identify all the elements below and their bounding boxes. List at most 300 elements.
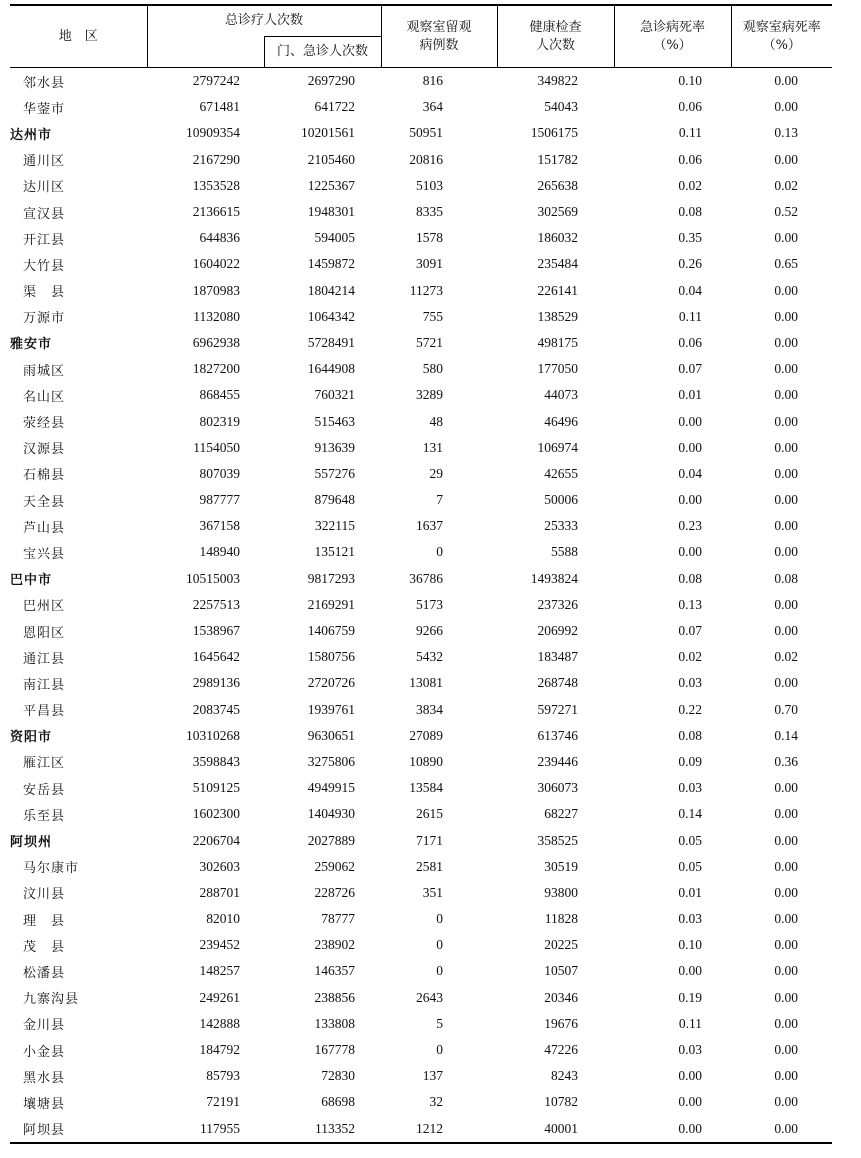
observation-death-rate-cell: 0.00: [774, 623, 799, 639]
emergency-death-rate-cell: 0.02: [678, 177, 703, 193]
observation-death-rate-cell: 0.00: [774, 884, 799, 900]
total-visits-cell: 142888: [199, 1015, 240, 1031]
total-visits-cell: 6962938: [192, 334, 240, 350]
emergency-death-rate-cell: 0.10: [678, 937, 703, 953]
observation-death-rate-cell: 0.00: [774, 518, 799, 534]
emergency-death-rate-cell: 0.03: [678, 1042, 703, 1058]
health-check-cell: 5588: [551, 544, 579, 560]
observation-cases-cell: 29: [429, 465, 444, 481]
region-cell: 阿坝县: [10, 1116, 147, 1143]
outpatient-visits-cell: 4949915: [307, 780, 356, 796]
observation-death-rate-cell: 0.00: [774, 832, 799, 848]
region-cell: 宣汉县: [23, 206, 66, 222]
table-row: [10, 513, 832, 539]
observation-cases-cell: 137: [422, 1068, 444, 1084]
observation-cases-cell: 5721: [416, 334, 444, 350]
emergency-death-rate-cell: 0.08: [678, 570, 703, 586]
total-visits-cell: 239452: [199, 937, 240, 953]
region-cell: 雁江区: [23, 756, 66, 772]
outpatient-visits-cell: 5728491: [307, 334, 356, 350]
table-row: [10, 906, 832, 932]
emergency-death-rate-cell: 0.35: [678, 230, 703, 246]
observation-death-rate-cell: 0.00: [774, 334, 799, 350]
outpatient-visits-cell: 322115: [315, 518, 356, 534]
observation-death-rate-cell: 0.65: [774, 256, 799, 272]
table-row: [10, 618, 832, 644]
region-cell: 渠 县: [23, 285, 66, 301]
table-row: [10, 304, 832, 330]
observation-death-rate-cell: 0.52: [774, 204, 799, 220]
region-cell: 恩阳区: [23, 625, 66, 641]
health-check-cell: 151782: [537, 151, 579, 167]
outpatient-visits-cell: 1939761: [307, 701, 356, 717]
header-emergency-death-rate: [614, 5, 731, 68]
total-visits-cell: 2167290: [192, 151, 240, 167]
region-cell: 大竹县: [23, 258, 66, 274]
table-row: [10, 749, 832, 775]
outpatient-visits-cell: 641722: [314, 99, 356, 115]
outpatient-visits-cell: 2105460: [307, 151, 356, 167]
observation-death-rate-cell: 0.00: [774, 465, 799, 481]
observation-death-rate-cell: 0.00: [774, 1094, 799, 1110]
observation-death-rate-cell: 0.00: [774, 151, 799, 167]
observation-death-rate-cell: 0.36: [774, 753, 799, 769]
total-visits-cell: 2257513: [192, 596, 240, 612]
outpatient-visits-cell: 9817293: [307, 570, 356, 586]
observation-cases-cell: 8335: [416, 204, 444, 220]
emergency-death-rate-cell: 0.11: [678, 1015, 703, 1031]
health-check-cell: 358525: [537, 832, 579, 848]
observation-death-rate-cell: 0.00: [774, 780, 799, 796]
emergency-death-rate-cell: 0.03: [678, 911, 703, 927]
table-body: [10, 68, 832, 1143]
region-cell: 汉源县: [23, 442, 66, 458]
region-cell: 巴中市: [10, 573, 53, 589]
region-cell: 汶川县: [23, 887, 66, 903]
emergency-death-rate-cell: 0.08: [678, 727, 703, 743]
total-visits-cell: 671481: [199, 99, 240, 115]
region-cell: 茂 县: [23, 939, 66, 955]
total-visits-cell: 987777: [199, 492, 240, 508]
observation-death-rate-cell: 0.00: [774, 413, 799, 429]
observation-cases-cell: 13584: [409, 780, 444, 796]
health-check-cell: 1506175: [530, 125, 579, 141]
total-visits-cell: 1538967: [192, 623, 240, 639]
health-check-cell: 10507: [544, 963, 579, 979]
observation-death-rate-cell: 0.00: [774, 230, 799, 246]
header-observation-line1: 观察室留观: [406, 19, 472, 35]
region-cell: 通川区: [23, 154, 66, 170]
region-cell: 万源市: [23, 311, 66, 327]
total-visits-cell: 367158: [199, 518, 240, 534]
table-row: [10, 408, 832, 434]
observation-cases-cell: 0: [436, 911, 444, 927]
health-check-cell: 106974: [537, 439, 579, 455]
observation-cases-cell: 131: [422, 439, 444, 455]
health-check-cell: 19676: [544, 1015, 579, 1031]
total-visits-cell: 2206704: [192, 832, 240, 848]
region-cell: 石棉县: [23, 468, 66, 484]
table-row: [10, 461, 832, 487]
health-check-cell: 8243: [551, 1068, 579, 1084]
outpatient-visits-cell: 2027889: [307, 832, 356, 848]
emergency-death-rate-cell: 0.19: [678, 989, 703, 1005]
observation-death-rate-cell: 0.00: [774, 282, 799, 298]
outpatient-visits-cell: 135121: [314, 544, 356, 560]
table-row: [10, 68, 832, 95]
health-check-cell: 50006: [544, 492, 579, 508]
observation-death-rate-cell: 0.02: [774, 177, 799, 193]
table-row-city: [10, 723, 832, 749]
health-check-cell: 349822: [537, 73, 579, 89]
observation-death-rate-cell: 0.00: [774, 806, 799, 822]
table-row: [10, 1037, 832, 1063]
outpatient-visits-cell: 68698: [321, 1094, 356, 1110]
total-visits-cell: 10909354: [186, 125, 240, 141]
table-row: [10, 592, 832, 618]
emergency-death-rate-cell: 0.23: [678, 518, 703, 534]
outpatient-visits-cell: 1459872: [307, 256, 356, 272]
header-observation-death-line1: 观察室病死率: [742, 19, 821, 35]
health-check-cell: 93800: [544, 884, 579, 900]
region-cell: 理 县: [23, 913, 66, 929]
emergency-death-rate-cell: 0.00: [678, 544, 703, 560]
table-row: [10, 435, 832, 461]
health-check-cell: 235484: [537, 256, 579, 272]
total-visits-cell: 2083745: [192, 701, 240, 717]
total-visits-cell: 72191: [206, 1094, 240, 1110]
observation-cases-cell: 27089: [409, 727, 444, 743]
header-health-check-line1: 健康检查: [529, 19, 582, 35]
outpatient-visits-cell: 913639: [314, 439, 356, 455]
health-check-cell: 268748: [537, 675, 579, 691]
region-cell: 松潘县: [23, 965, 66, 981]
header-emergency-death-line1: 急诊病死率: [640, 19, 706, 35]
observation-cases-cell: 1637: [416, 518, 444, 534]
outpatient-visits-cell: 760321: [314, 387, 356, 403]
header-health-check: [497, 5, 614, 68]
outpatient-visits-cell: 1404930: [307, 806, 356, 822]
health-check-cell: 20225: [544, 937, 579, 953]
region-cell: 平昌县: [23, 704, 66, 720]
health-check-cell: 44073: [544, 387, 579, 403]
observation-cases-cell: 5: [436, 1015, 444, 1031]
health-check-cell: 613746: [537, 727, 579, 743]
table-row: [10, 225, 832, 251]
outpatient-visits-cell: 1644908: [307, 361, 356, 377]
header-outpatient-emergency: 门、急诊人次数: [264, 37, 381, 68]
observation-death-rate-cell: 0.00: [774, 596, 799, 612]
total-visits-cell: 644836: [199, 230, 240, 246]
emergency-death-rate-cell: 0.13: [678, 596, 703, 612]
observation-cases-cell: 0: [436, 544, 444, 560]
emergency-death-rate-cell: 0.05: [678, 858, 703, 874]
region-cell: 邻水县: [23, 75, 66, 91]
observation-death-rate-cell: 0.00: [731, 1116, 832, 1143]
observation-cases-cell: 7171: [416, 832, 444, 848]
observation-death-rate-cell: 0.02: [774, 649, 799, 665]
header-health-check-line2: 人次数: [536, 37, 576, 53]
observation-death-rate-cell: 0.00: [774, 73, 799, 89]
observation-cases-cell: 0: [436, 963, 444, 979]
total-visits-cell: 2797242: [192, 73, 240, 89]
total-visits-cell: 302603: [199, 858, 240, 874]
outpatient-visits-cell: 9630651: [307, 727, 356, 743]
total-visits-cell: 288701: [199, 884, 240, 900]
total-visits-cell: 1132080: [193, 308, 240, 324]
region-cell: 达川区: [23, 180, 66, 196]
table-row: [10, 880, 832, 906]
observation-cases-cell: 0: [436, 937, 444, 953]
table-row: [10, 1063, 832, 1089]
table-row: [10, 958, 832, 984]
region-cell: 开江县: [23, 232, 66, 248]
observation-death-rate-cell: 0.00: [774, 1015, 799, 1031]
observation-cases-cell: 5432: [416, 649, 444, 665]
total-visits-cell: 1154050: [193, 439, 240, 455]
emergency-death-rate-cell: 0.01: [678, 884, 703, 900]
emergency-death-rate-cell: 0.00: [678, 413, 703, 429]
table-row: [10, 94, 832, 120]
observation-cases-cell: 11273: [409, 282, 444, 298]
table-row: [10, 985, 832, 1011]
observation-death-rate-cell: 0.13: [774, 125, 799, 141]
health-check-cell: 183487: [537, 649, 579, 665]
table-row: [10, 487, 832, 513]
observation-cases-cell: 3834: [416, 701, 444, 717]
total-visits-cell: 1645642: [192, 649, 240, 665]
emergency-death-rate-cell: 0.06: [678, 151, 703, 167]
health-check-cell: 177050: [537, 361, 579, 377]
region-cell: 马尔康市: [23, 861, 80, 877]
observation-death-rate-cell: 0.00: [774, 963, 799, 979]
table-row-city: [10, 330, 832, 356]
observation-cases-cell: 1578: [416, 230, 444, 246]
header-total-visits-spacer: [147, 37, 264, 68]
health-check-cell: 42655: [544, 465, 579, 481]
emergency-death-rate-cell: 0.00: [678, 439, 703, 455]
emergency-death-rate-cell: 0.00: [678, 1068, 703, 1084]
observation-cases-cell: 9266: [416, 623, 444, 639]
health-check-cell: 46496: [544, 413, 579, 429]
outpatient-visits-cell: 146357: [314, 963, 356, 979]
header-observation-line2: 病例数: [419, 37, 459, 53]
health-check-cell: 265638: [537, 177, 579, 193]
header-total-visits: 总诊疗人次数: [147, 5, 381, 37]
outpatient-visits-cell: 72830: [321, 1068, 356, 1084]
outpatient-visits-cell: 2697290: [307, 73, 356, 89]
region-cell: 乐至县: [23, 808, 66, 824]
observation-death-rate-cell: 0.00: [774, 937, 799, 953]
region-cell: 黑水县: [23, 1070, 66, 1086]
region-cell: 小金县: [23, 1044, 66, 1060]
emergency-death-rate-cell: 0.04: [678, 465, 703, 481]
emergency-death-rate-cell: 0.00: [678, 1094, 703, 1110]
health-check-cell: 239446: [537, 753, 579, 769]
observation-death-rate-cell: 0.00: [774, 439, 799, 455]
total-visits-cell: 249261: [199, 989, 240, 1005]
region-cell: 华蓥市: [23, 101, 66, 117]
observation-death-rate-cell: 0.08: [774, 570, 799, 586]
health-check-cell: 10782: [544, 1094, 579, 1110]
table-row: [10, 1011, 832, 1037]
outpatient-visits-cell: 515463: [314, 413, 356, 429]
observation-death-rate-cell: 0.00: [774, 989, 799, 1005]
header-emergency-death-line2: （%）: [653, 37, 692, 53]
observation-cases-cell: 364: [422, 99, 444, 115]
outpatient-visits-cell: 113352: [264, 1116, 381, 1143]
observation-death-rate-cell: 0.00: [774, 99, 799, 115]
region-cell: 巴州区: [23, 599, 66, 615]
header-observation-death-rate: [731, 5, 832, 68]
emergency-death-rate-cell: 0.00: [678, 963, 703, 979]
table-row-city: [10, 827, 832, 853]
observation-cases-cell: 580: [422, 361, 444, 377]
observation-death-rate-cell: 0.00: [774, 492, 799, 508]
health-check-cell: 68227: [544, 806, 579, 822]
outpatient-visits-cell: 238902: [314, 937, 356, 953]
region-cell: 资阳市: [10, 730, 53, 746]
health-check-cell: 11828: [544, 911, 579, 927]
outpatient-visits-cell: 2169291: [307, 596, 356, 612]
observation-cases-cell: 3289: [416, 387, 444, 403]
health-check-cell: 20346: [544, 989, 579, 1005]
total-visits-cell: 148940: [199, 544, 240, 560]
health-check-cell: 40001: [497, 1116, 614, 1143]
header-observation-cases: [381, 5, 497, 68]
health-check-cell: 47226: [544, 1042, 579, 1058]
outpatient-visits-cell: 78777: [321, 911, 356, 927]
health-check-cell: 597271: [537, 701, 579, 717]
outpatient-visits-cell: 594005: [314, 230, 356, 246]
observation-death-rate-cell: 0.00: [774, 911, 799, 927]
region-cell: 雅安市: [10, 337, 53, 353]
outpatient-visits-cell: 1225367: [307, 177, 356, 193]
emergency-death-rate-cell: 0.06: [678, 334, 703, 350]
emergency-death-rate-cell: 0.07: [678, 623, 703, 639]
table-row: [10, 854, 832, 880]
health-check-cell: 25333: [544, 518, 579, 534]
region-cell: 荥经县: [23, 416, 66, 432]
observation-cases-cell: 351: [422, 884, 444, 900]
table-row: [10, 173, 832, 199]
total-visits-cell: 2136615: [192, 204, 240, 220]
emergency-death-rate-cell: 0.11: [678, 308, 703, 324]
health-check-cell: 54043: [544, 99, 579, 115]
emergency-death-rate-cell: 0.05: [678, 832, 703, 848]
region-cell: 宝兴县: [23, 546, 66, 562]
region-cell: 壤塘县: [23, 1096, 66, 1112]
header-observation-death-line2: （%）: [762, 37, 801, 53]
health-check-cell: 186032: [537, 230, 579, 246]
observation-cases-cell: 32: [429, 1094, 444, 1110]
region-cell: 名山区: [23, 389, 66, 405]
table-row: [10, 356, 832, 382]
total-visits-cell: 117955: [147, 1116, 264, 1143]
health-check-cell: 138529: [537, 308, 579, 324]
region-cell: 阿坝州: [10, 835, 53, 851]
emergency-death-rate-cell: 0.06: [678, 99, 703, 115]
health-check-cell: 30519: [544, 858, 579, 874]
outpatient-visits-cell: 1064342: [307, 308, 356, 324]
total-visits-cell: 148257: [199, 963, 240, 979]
outpatient-visits-cell: 133808: [314, 1015, 356, 1031]
observation-death-rate-cell: 0.00: [774, 1042, 799, 1058]
region-cell: 通江县: [23, 651, 66, 667]
region-cell: 芦山县: [23, 520, 66, 536]
table-row: [10, 382, 832, 408]
emergency-death-rate-cell: 0.02: [678, 649, 703, 665]
total-visits-cell: 10310268: [186, 727, 240, 743]
emergency-death-rate-cell: 0.26: [678, 256, 703, 272]
emergency-death-rate-cell: 0.22: [678, 701, 703, 717]
total-visits-cell: 184792: [199, 1042, 240, 1058]
header-region: 地 区: [10, 5, 147, 68]
table-row: [10, 539, 832, 565]
emergency-death-rate-cell: 0.03: [678, 780, 703, 796]
region-cell: 天全县: [23, 494, 66, 510]
total-visits-cell: 1870983: [192, 282, 240, 298]
total-visits-cell: 1604022: [192, 256, 240, 272]
emergency-death-rate-cell: 0.03: [678, 675, 703, 691]
observation-cases-cell: 48: [429, 413, 444, 429]
observation-cases-cell: 0: [436, 1042, 444, 1058]
observation-cases-cell: 2581: [416, 858, 444, 874]
total-visits-cell: 2989136: [192, 675, 240, 691]
observation-death-rate-cell: 0.00: [774, 1068, 799, 1084]
table-row: [10, 932, 832, 958]
table-row: [10, 1089, 832, 1115]
health-check-cell: 302569: [537, 204, 579, 220]
observation-cases-cell: 20816: [409, 151, 444, 167]
observation-death-rate-cell: 0.00: [774, 858, 799, 874]
outpatient-visits-cell: 3275806: [307, 753, 356, 769]
total-visits-cell: 1602300: [192, 806, 240, 822]
observation-cases-cell: 2643: [416, 989, 444, 1005]
health-check-cell: 498175: [537, 334, 579, 350]
table-row-city: [10, 566, 832, 592]
total-visits-cell: 1827200: [192, 361, 240, 377]
outpatient-visits-cell: 1580756: [307, 649, 356, 665]
observation-death-rate-cell: 0.00: [774, 544, 799, 560]
observation-cases-cell: 50951: [409, 125, 444, 141]
health-check-cell: 226141: [537, 282, 579, 298]
observation-death-rate-cell: 0.00: [774, 308, 799, 324]
observation-cases-cell: 1212: [381, 1116, 497, 1143]
table-row-city: [10, 120, 832, 146]
region-cell: 安岳县: [23, 782, 66, 798]
health-check-cell: 206992: [537, 623, 579, 639]
emergency-death-rate-cell: 0.11: [678, 125, 703, 141]
observation-cases-cell: 36786: [409, 570, 444, 586]
outpatient-visits-cell: 2720726: [307, 675, 356, 691]
table-row: [10, 697, 832, 723]
outpatient-visits-cell: 1406759: [307, 623, 356, 639]
observation-death-rate-cell: 0.00: [774, 675, 799, 691]
emergency-death-rate-cell: 0.10: [678, 73, 703, 89]
health-check-cell: 1493824: [530, 570, 579, 586]
observation-cases-cell: 3091: [416, 256, 444, 272]
table-row: [10, 801, 832, 827]
observation-cases-cell: 13081: [409, 675, 444, 691]
emergency-death-rate-cell: 0.01: [678, 387, 703, 403]
outpatient-visits-cell: 259062: [314, 858, 356, 874]
outpatient-visits-cell: 879648: [314, 492, 356, 508]
table-row: [10, 199, 832, 225]
total-visits-cell: 868455: [199, 387, 240, 403]
total-visits-cell: 85793: [206, 1068, 240, 1084]
region-cell: 金川县: [23, 1018, 66, 1034]
